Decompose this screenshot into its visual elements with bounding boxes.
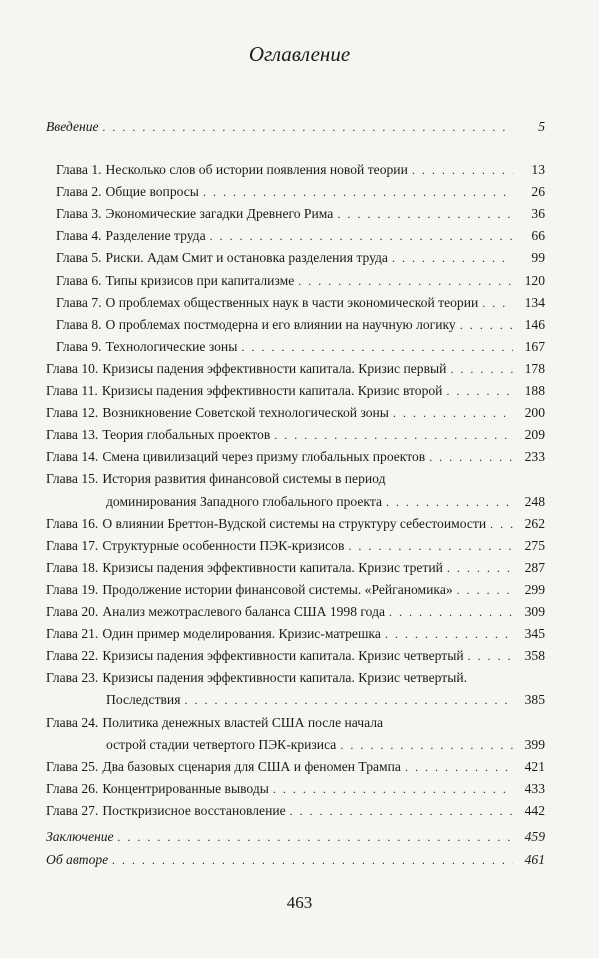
entry-title: Типы кризисов при капитализме bbox=[105, 272, 295, 288]
dot-leader bbox=[450, 358, 513, 380]
toc-entry-chapter bbox=[46, 424, 545, 446]
toc-entry-chapter bbox=[46, 446, 545, 468]
entry-title: Теория глобальных проектов bbox=[102, 427, 271, 443]
entry-title: История развития финансовой системы в период bbox=[102, 471, 386, 487]
entry-title: О проблемах постмодерна и его влиянии на научную логику bbox=[105, 316, 456, 332]
dot-leader bbox=[468, 645, 513, 667]
entry-title: Кризисы падения эффективности капитала. Кризис четвертый. bbox=[102, 670, 468, 686]
dot-leader bbox=[273, 778, 513, 800]
dot-leader bbox=[389, 601, 513, 623]
chapter-number: Глава 18. bbox=[46, 559, 99, 575]
entry-page-number: 345 bbox=[524, 626, 545, 642]
toc-entry-chapter bbox=[56, 203, 545, 225]
dot-leader bbox=[447, 557, 513, 579]
chapter-number: Глава 10. bbox=[46, 360, 99, 376]
chapter-number: Глава 21. bbox=[46, 626, 99, 642]
entry-page-number: 358 bbox=[524, 648, 545, 664]
page-number: 463 bbox=[286, 893, 313, 912]
entry-page-number: 309 bbox=[524, 604, 545, 619]
entry-title: О влиянии Бреттон-Вудской системы на структуру себестоимости bbox=[102, 515, 487, 531]
entry-page-number: 233 bbox=[524, 449, 545, 465]
dot-leader bbox=[429, 446, 513, 468]
dot-leader bbox=[482, 292, 513, 314]
dot-leader bbox=[385, 623, 513, 645]
entry-title: Один пример моделирования. Кризис-матрешка bbox=[102, 626, 381, 642]
entry-page-number: 459 bbox=[524, 829, 545, 844]
chapter-number: Глава 12. bbox=[46, 405, 99, 421]
toc-entry-introduction bbox=[46, 116, 545, 138]
dot-leader bbox=[405, 756, 513, 778]
entry-title: Посткризисное восстановление bbox=[102, 802, 286, 818]
chapter-number: Глава 19. bbox=[46, 581, 99, 597]
entry-page-number: 262 bbox=[524, 515, 545, 531]
toc-entry-first-line bbox=[46, 468, 385, 490]
dot-leader bbox=[112, 849, 513, 871]
chapter-number: Глава 25. bbox=[46, 758, 99, 774]
entry-page-number: 399 bbox=[524, 736, 545, 752]
entry-title: Несколько слов об истории появления новой теории bbox=[105, 162, 408, 177]
entry-page-number: 167 bbox=[524, 338, 545, 354]
toc-entry-chapter bbox=[46, 800, 545, 822]
entry-page-number: 461 bbox=[524, 852, 545, 867]
entry-page-number: 36 bbox=[531, 206, 545, 222]
chapter-number: Глава 9. bbox=[56, 338, 102, 354]
entry-title: Экономические загадки Древнего Рима bbox=[105, 206, 334, 222]
toc-entry-chapter bbox=[56, 159, 545, 181]
dot-leader bbox=[392, 247, 513, 269]
entry-page-number: 248 bbox=[524, 493, 545, 509]
entry-page-number: 442 bbox=[524, 802, 545, 818]
entry-page-number: 188 bbox=[524, 383, 545, 398]
chapter-number: Глава 22. bbox=[46, 648, 99, 664]
entry-title: Технологические зоны bbox=[105, 338, 238, 354]
dot-leader bbox=[118, 826, 513, 848]
chapter-number: Глава 1. bbox=[56, 162, 102, 177]
entry-page-number: 178 bbox=[524, 360, 545, 376]
entry-page-number: 13 bbox=[531, 162, 545, 177]
entry-page-number: 134 bbox=[524, 294, 545, 310]
entry-page-number: 421 bbox=[524, 758, 545, 774]
entry-page-number: 200 bbox=[524, 405, 545, 421]
dot-leader bbox=[274, 424, 513, 446]
dot-leader bbox=[457, 579, 513, 601]
dot-leader bbox=[340, 734, 513, 756]
toc-entry-first-line bbox=[46, 712, 383, 734]
entry-title: острой стадии четвертого ПЭК-кризиса bbox=[106, 736, 337, 752]
toc-entry-chapter bbox=[56, 225, 545, 247]
chapter-number: Глава 13. bbox=[46, 427, 99, 443]
entry-title: Кризисы падения эффективности капитала. Кризис первый bbox=[102, 360, 447, 376]
entry-title: Смена цивилизаций через призму глобальных проектов bbox=[102, 449, 426, 465]
toc-entry-continuation bbox=[106, 689, 545, 711]
dot-leader bbox=[386, 491, 513, 513]
page-title: Оглавление bbox=[248, 42, 351, 66]
toc-entry-chapter bbox=[46, 756, 545, 778]
entry-title: Кризисы падения эффективности капитала. Кризис второй bbox=[101, 383, 443, 398]
chapter-number: Глава 24. bbox=[46, 714, 99, 730]
entry-page-number: 299 bbox=[524, 581, 545, 597]
entry-title: Общие вопросы bbox=[105, 184, 199, 200]
chapter-number: Глава 5. bbox=[56, 250, 102, 266]
chapter-number: Глава 23. bbox=[46, 670, 99, 686]
chapter-number: Глава 20. bbox=[46, 604, 99, 619]
toc-entry-first-line bbox=[46, 667, 467, 689]
entry-title: Политика денежных властей США после начала bbox=[102, 714, 384, 730]
toc-entry-continuation bbox=[106, 491, 545, 513]
entry-page-number: 385 bbox=[524, 692, 545, 708]
entry-title: Риски. Адам Смит и остановка разделения труда bbox=[105, 250, 388, 266]
entry-title: Структурные особенности ПЭК-кризисов bbox=[102, 537, 345, 553]
entry-page-number: 5 bbox=[538, 119, 545, 134]
dot-leader bbox=[446, 380, 513, 402]
toc-entry-chapter bbox=[46, 601, 545, 623]
chapter-number: Глава 3. bbox=[56, 206, 102, 222]
entry-title: Анализ межотраслевого баланса США 1998 года bbox=[102, 604, 386, 619]
entry-title: Возникновение Советской технологической зоны bbox=[102, 405, 389, 421]
dot-leader bbox=[460, 314, 513, 336]
toc-entry-chapter bbox=[56, 181, 545, 203]
dot-leader bbox=[393, 402, 513, 424]
dot-leader bbox=[210, 225, 513, 247]
entry-title: Два базовых сценария для США и феномен Трампа bbox=[102, 758, 401, 774]
toc-entry-chapter bbox=[56, 247, 545, 269]
dot-leader bbox=[203, 181, 513, 203]
entry-title: Концентрированные выводы bbox=[102, 780, 269, 796]
toc-entry-chapter bbox=[46, 645, 545, 667]
chapter-number: Глава 14. bbox=[46, 449, 99, 465]
entry-title: Последствия bbox=[106, 692, 181, 708]
entry-page-number: 433 bbox=[524, 780, 545, 796]
entry-title: Введение bbox=[46, 119, 99, 134]
chapter-number: Глава 17. bbox=[46, 537, 99, 553]
dot-leader bbox=[103, 116, 513, 138]
toc-entry-about-author bbox=[46, 849, 545, 871]
toc-entry-chapter bbox=[46, 402, 545, 424]
entry-title: Разделение труда bbox=[105, 228, 206, 244]
dot-leader bbox=[412, 159, 513, 181]
toc-entry-chapter bbox=[46, 513, 545, 535]
chapter-number: Глава 26. bbox=[46, 780, 99, 796]
toc-entry-continuation bbox=[106, 734, 545, 756]
dot-leader bbox=[348, 535, 513, 557]
toc-entry-conclusion bbox=[46, 826, 545, 848]
toc-entry-chapter bbox=[46, 535, 545, 557]
entry-page-number: 287 bbox=[524, 559, 545, 575]
dot-leader bbox=[490, 513, 513, 535]
entry-page-number: 146 bbox=[524, 316, 545, 332]
entry-title: Кризисы падения эффективности капитала. Кризис четвертый bbox=[102, 648, 464, 664]
toc-entry-chapter bbox=[56, 336, 545, 358]
toc-entry-chapter bbox=[56, 314, 545, 336]
toc-entry-chapter bbox=[46, 557, 545, 579]
entry-page-number: 120 bbox=[524, 272, 545, 288]
chapter-number: Глава 8. bbox=[56, 316, 102, 332]
toc-entry-chapter bbox=[46, 623, 545, 645]
chapter-number: Глава 2. bbox=[56, 184, 102, 200]
toc-entry-chapter bbox=[56, 292, 545, 314]
entry-title: Об авторе bbox=[46, 852, 109, 867]
chapter-number: Глава 7. bbox=[56, 294, 102, 310]
entry-title: доминирования Западного глобального проекта bbox=[106, 493, 382, 509]
dot-leader bbox=[184, 689, 513, 711]
chapter-number: Глава 27. bbox=[46, 802, 99, 818]
toc-entry-chapter bbox=[46, 579, 545, 601]
entry-title: О проблемах общественных наук в части экономической теории bbox=[105, 294, 479, 310]
entry-page-number: 26 bbox=[531, 184, 545, 200]
entry-page-number: 99 bbox=[531, 250, 545, 266]
chapter-number: Глава 16. bbox=[46, 515, 99, 531]
entry-page-number: 209 bbox=[524, 427, 545, 443]
entry-title: Кризисы падения эффективности капитала. Кризис третий bbox=[102, 559, 443, 575]
toc-entry-chapter bbox=[46, 380, 545, 402]
chapter-number: Глава 6. bbox=[56, 272, 102, 288]
dot-leader bbox=[298, 270, 513, 292]
entry-page-number: 66 bbox=[531, 228, 545, 244]
dot-leader bbox=[290, 800, 513, 822]
chapter-number: Глава 11. bbox=[46, 383, 98, 398]
toc-entry-chapter bbox=[46, 778, 545, 800]
entry-title: Продолжение истории финансовой системы. «Рейганомика» bbox=[102, 581, 453, 597]
toc-entry-chapter bbox=[46, 358, 545, 380]
chapter-number: Глава 15. bbox=[46, 471, 99, 487]
chapter-number: Глава 4. bbox=[56, 228, 102, 244]
entry-title: Заключение bbox=[46, 829, 114, 844]
dot-leader bbox=[241, 336, 513, 358]
toc-entry-chapter bbox=[56, 270, 545, 292]
dot-leader bbox=[337, 203, 513, 225]
entry-page-number: 275 bbox=[524, 537, 545, 553]
